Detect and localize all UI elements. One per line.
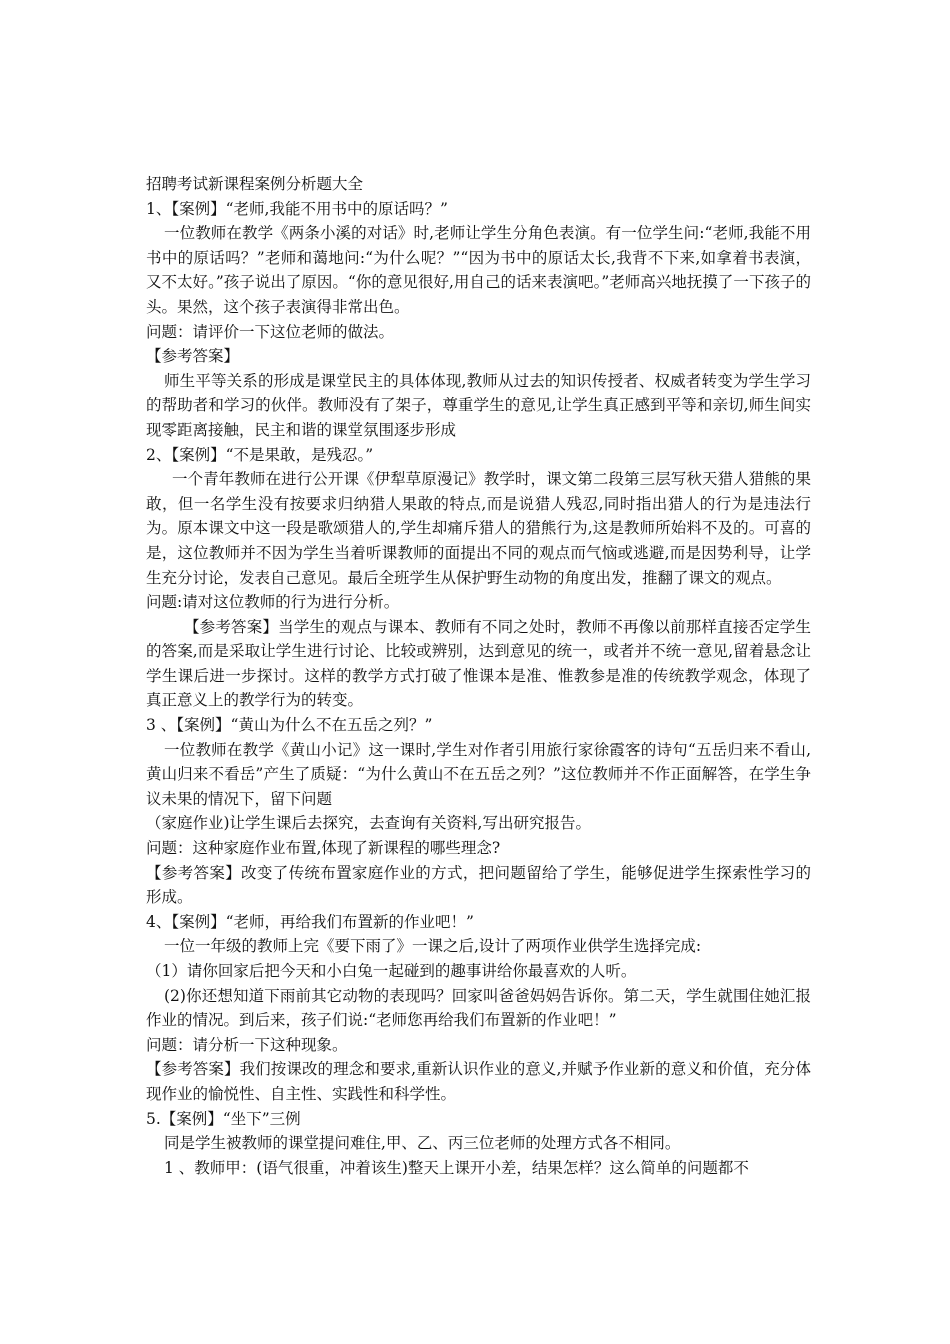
case1-heading: 1、【案例】“老师,我能不用书中的原话吗？” xyxy=(146,199,448,218)
case1-body: 一位教师在教学《两条小溪的对话》时,老师让学生分角色表演。有一位学生问:“老师,我能不用书中的原话吗？”老师和蔼地问:“为什么呢？”“因为书中的原话太长,我背不下来,如拿着书表演，又不太好。”孩子说出了原因。“你的意见很好,用自己的话来表演吧。”老师高兴地抚摸了一下孩子的头。果然，这个孩子表演得非常出色。 xyxy=(146,224,811,316)
case5-item-1: 1 、教师甲：(语气很重，冲着该生)整天上课开小差，结果怎样？这么简单的问题都不 xyxy=(164,1158,749,1177)
case4-answer: 【参考答案】我们按课改的理念和要求,重新认识作业的意义,并赋予作业新的意义和价值，充分体现作业的愉悦性、自主性、实践性和科学性。 xyxy=(146,1060,811,1103)
case4-item-1: （1）请你回家后把今天和小白兔一起碰到的趣事讲给你最喜欢的人听。 xyxy=(146,962,637,980)
case1-question: 问题：请评价一下这位老师的做法。 xyxy=(146,322,395,341)
case3-body-continued: （家庭作业)让学生课后去探究，去查询有关资料,写出研究报告。 xyxy=(146,814,591,833)
document-title: 招聘考试新课程案例分析题大全 xyxy=(146,175,364,193)
case4-heading: 4、【案例】“老师，再给我们布置新的作业吧！” xyxy=(146,912,474,931)
case2-question: 问题:请对这位教师的行为进行分析。 xyxy=(146,593,400,612)
case3-answer: 【参考答案】改变了传统布置家庭作业的方式，把问题留给了学生，能够促进学生探索性学习的形成。 xyxy=(146,863,811,907)
case1-answer: 师生平等关系的形成是课堂民主的具体体现,教师从过去的知识传授者、权威者转变为学生学习的帮助者和学习的伙伴。教师没有了架子，尊重学生的意见,让学生真正感到平等和亲切,师生间实现零距离接触，民主和谐的课堂氛围逐步形成 xyxy=(146,371,811,439)
case1-answer-label: 【参考答案】 xyxy=(146,347,240,366)
case3-body: 一位教师在教学《黄山小记》这一课时,学生对作者引用旅行家徐霞客的诗句“五岳归来不看山,黄山归来不看岳”产生了质疑：“为什么黄山不在五岳之列？”这位教师并不作正面解答，在学生争议未果的情况下，留下问题 xyxy=(146,740,811,808)
document-body xyxy=(146,172,811,1180)
case5-heading: 5.【案例】“坐下”三例 xyxy=(146,1109,301,1128)
case2-heading: 2、【案例】“不是果敢，是残忍。” xyxy=(146,445,374,464)
case5-body: 同是学生被教师的课堂提问难住,甲、乙、丙三位老师的处理方式各不相同。 xyxy=(164,1134,681,1153)
case3-question: 问题：这种家庭作业布置,体现了新课程的哪些理念? xyxy=(146,839,501,858)
case3-heading: 3 、【案例】“黄山为什么不在五岳之列？” xyxy=(146,716,433,735)
case4-body: 一位一年级的教师上完《要下雨了》一课之后,设计了两项作业供学生选择完成: xyxy=(164,937,702,956)
case4-question: 问题：请分析一下这种现象。 xyxy=(146,1035,348,1054)
case4-item-2: (2)你还想知道下雨前其它动物的表现吗？回家叫爸爸妈妈告诉你。第二天，学生就围住她汇报作业的情况。到后来，孩子们说:“老师您再给我们布置新的作业吧！” xyxy=(146,986,811,1030)
case2-body: 一个青年教师在进行公开课《伊犁草原漫记》教学时，课文第二段第三层写秋天猎人猎熊的果敢，但一名学生没有按要求归纳猎人果敢的特点,而是说猎人残忍,同时指出猎人的行为是违法行为。原本课文中这一段是歌颂猎人的,学生却痛斥猎人的猎熊行为,这是教师所始料不及的。可喜的是，这位教师并不因为学生当着听课教师的面提出不同的观点而气恼或逃避,而是因势利导，让学生充分讨论，发表自己意见。最后全班学生从保护野生动物的角度出发，推翻了课文的观点。 xyxy=(146,470,811,587)
case2-answer: 【参考答案】当学生的观点与课本、教师有不同之处时，教师不再像以前那样直接否定学生的答案,而是采取让学生进行讨论、比较或辨别，达到意见的统一，或者并不统一意见,留着悬念让学生课后进一步探讨。这样的教学方式打破了惟课本是准、惟教参是准的传统教学观念，体现了真正意义上的教学行为的转变。 xyxy=(146,617,811,710)
